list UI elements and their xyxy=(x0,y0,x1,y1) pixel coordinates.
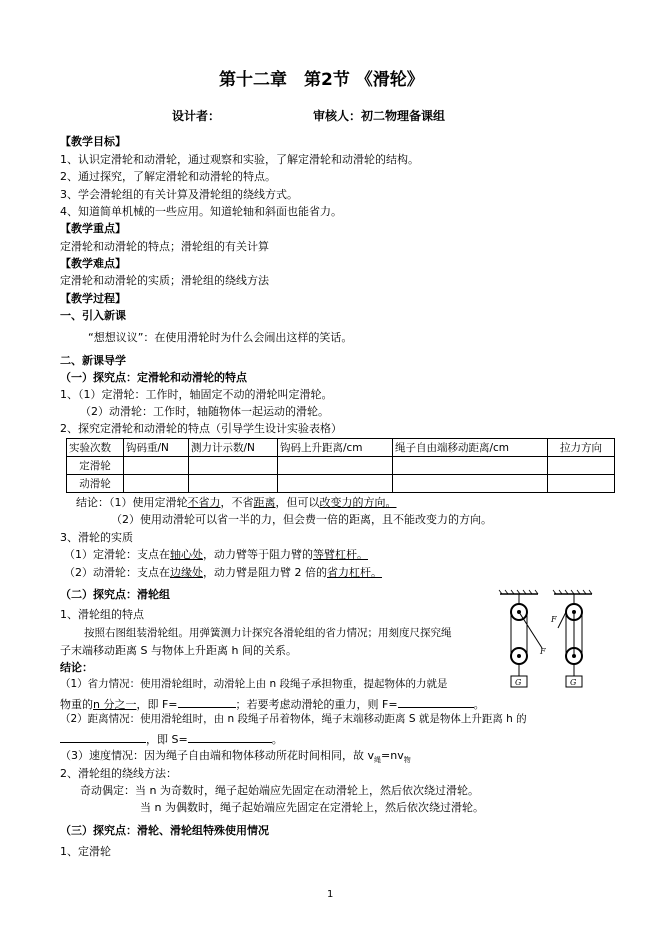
force-label-2: F xyxy=(551,615,557,624)
essence-line-1 xyxy=(64,548,368,561)
table-row xyxy=(67,475,615,493)
essence-text: ，动力臂等于阻力臂的 xyxy=(203,548,313,561)
result-text: ，即 S= xyxy=(146,733,188,746)
pulley-system-figure xyxy=(496,588,596,692)
process-heading: 【教学过程】 xyxy=(60,292,126,305)
answer-text: 不省力 xyxy=(187,496,221,509)
inquiry-2-conclusion-label: 结论： xyxy=(60,661,93,674)
section-1-text: “想想议议”：在使用滑轮时为什么会闹出这样的笑话。 xyxy=(88,331,353,344)
result-text: ，即 F= xyxy=(136,698,178,711)
goals-heading: 【教学目标】 xyxy=(60,135,126,148)
table-header-cell: 实验次数 xyxy=(67,439,124,457)
goal-item-2: 2、通过探究，了解定滑轮和动滑轮的特点。 xyxy=(60,170,276,183)
fill-blank[interactable] xyxy=(60,731,146,743)
table-cell: 定滑轮 xyxy=(67,457,124,475)
subscript: 物 xyxy=(403,756,411,765)
essence-heading: 3、滑轮的实质 xyxy=(60,531,133,544)
answer-text: n 分之一 xyxy=(93,698,137,711)
difficulties-text: 定滑轮和动滑轮的实质；滑轮组的绕线方法 xyxy=(60,274,269,287)
inquiry-3-heading: （三）探究点：滑轮、滑轮组特殊使用情况 xyxy=(60,824,269,837)
result-text: =nv xyxy=(381,749,404,762)
inquiry-2-paragraph-1: 按照右图组装滑轮组。用弹簧测力计探究各滑轮组的省力情况；用刻度尺探究绳 xyxy=(84,627,452,639)
fill-blank[interactable] xyxy=(178,696,236,708)
table-cell xyxy=(393,457,548,475)
result-line-2a: （2）距离情况：使用滑轮组时，由 n 段绳子吊着物体，绳子末端移动距离 S 就是物体上升距离 h 的 xyxy=(60,713,527,725)
essence-text: ，动力臂是阻力臂 2 倍的 xyxy=(203,566,327,579)
table-row xyxy=(67,457,615,475)
experiment-table xyxy=(66,438,615,493)
table-header-cell: 测力计示数/N xyxy=(189,439,278,457)
inquiry-1-line-1: 1、（1）定滑轮：工作时，轴固定不动的滑轮叫定滑轮。 xyxy=(60,388,333,401)
ceiling-left xyxy=(499,590,538,594)
answer-text: 边缘处 xyxy=(170,566,203,579)
essence-text: （1）定滑轮：支点在 xyxy=(64,548,170,561)
result-line-1a: （1）省力情况：使用滑轮组时，动滑轮上由 n 段绳子承担物重，提起物体的力就是 xyxy=(60,678,448,690)
weight-label-right: G xyxy=(570,678,577,687)
force-label-1: F xyxy=(540,647,546,656)
designer-label: 设计者： xyxy=(172,109,221,123)
weight-label-left: G xyxy=(515,678,522,687)
fill-blank[interactable] xyxy=(188,731,272,743)
essence-line-2 xyxy=(64,566,382,579)
conclusion-text: （1）使用定滑轮 xyxy=(109,496,188,509)
table-cell xyxy=(278,457,393,475)
page-title: 第十二章 第2节 《滑轮》 xyxy=(219,70,424,90)
table-header-row xyxy=(67,439,615,457)
table-cell xyxy=(189,457,278,475)
result-text: ；若要考虑动滑轮的重力，则 F= xyxy=(235,698,398,711)
section-2-heading: 二、新课导学 xyxy=(60,354,126,367)
ceiling-right xyxy=(553,590,592,594)
answer-text: 等臂杠杆。 xyxy=(313,548,368,561)
inquiry-1-line-3: 2、探究定滑轮和动滑轮的特点（引导学生设计实验表格） xyxy=(60,422,342,435)
inquiry-3-sub: 1、定滑轮 xyxy=(60,845,111,858)
conclusion-line-1 xyxy=(76,496,397,509)
difficulties-heading: 【教学难点】 xyxy=(60,257,126,270)
key-points-text: 定滑轮和动滑轮的特点；滑轮组的有关计算 xyxy=(60,240,269,253)
result-text: 。 xyxy=(271,733,283,746)
inquiry-2-paragraph-2: 子末端移动距离 S 与物体上升距离 h 间的关系。 xyxy=(60,644,297,657)
section-1-heading: 一、引入新课 xyxy=(60,309,126,322)
table-header-cell: 拉力方向 xyxy=(548,439,615,457)
winding-heading: 2、滑轮组的绕线方法： xyxy=(60,767,177,780)
result-text: 物重的 xyxy=(60,698,93,711)
inquiry-1-heading: （一）探究点：定滑轮和动滑轮的特点 xyxy=(60,371,247,384)
key-points-heading: 【教学重点】 xyxy=(60,222,126,235)
inquiry-1-line-2: （2）动滑轮：工作时，轴随物体一起运动的滑轮。 xyxy=(80,405,329,418)
inquiry-2-heading: （二）探究点：滑轮组 xyxy=(60,588,170,601)
goal-item-3: 3、学会滑轮组的有关计算及滑轮组的绕线方式。 xyxy=(60,188,298,201)
result-line-3 xyxy=(60,749,411,765)
answer-text: 省力杠杆。 xyxy=(327,566,382,579)
page-number: 1 xyxy=(327,889,334,900)
table-cell xyxy=(124,457,189,475)
table-header-cell: 钩码重/N xyxy=(124,439,189,457)
answer-text: 距离 xyxy=(253,496,276,509)
result-text: 。 xyxy=(473,698,485,711)
answer-text: 改变力的方向。 xyxy=(319,496,397,509)
table-cell xyxy=(124,475,189,493)
inquiry-2-sub-heading: 1、滑轮组的特点 xyxy=(60,608,144,621)
table-cell: 动滑轮 xyxy=(67,475,124,493)
table-cell xyxy=(189,475,278,493)
table-cell xyxy=(548,457,615,475)
winding-rule-odd: 奇动偶定：当 n 为奇数时，绳子起始端应先固定在动滑轮上，然后依次绕过滑轮。 xyxy=(80,784,479,797)
table-header-cell: 绳子自由端移动距离/cm xyxy=(393,439,548,457)
goal-item-1: 1、认识定滑轮和动滑轮，通过观察和实验，了解定滑轮和动滑轮的结构。 xyxy=(60,153,419,166)
conclusion-text: ，但可以 xyxy=(275,496,320,509)
table-header-cell: 钩码上升距离/cm xyxy=(278,439,393,457)
reviewer-label: 审核人：初二物理备课组 xyxy=(313,109,446,123)
result-text: （3）速度情况：因为绳子自由端和物体移动所花时间相同，故 v xyxy=(60,749,375,762)
subscript: 绳 xyxy=(374,756,382,765)
table-cell xyxy=(278,475,393,493)
conclusion-text: ，不省 xyxy=(220,496,254,509)
goal-item-4: 4、知道简单机械的一些应用。知道轮轴和斜面也能省力。 xyxy=(60,205,342,218)
table-cell xyxy=(548,475,615,493)
result-line-1b xyxy=(60,696,485,711)
fill-blank[interactable] xyxy=(398,696,474,708)
answer-text: 轴心处 xyxy=(170,548,203,561)
essence-text: （2）动滑轮：支点在 xyxy=(64,566,170,579)
winding-rule-even: 当 n 为偶数时，绳子起始端应先固定在定滑轮上，然后依次绕过滑轮。 xyxy=(140,801,484,814)
table-cell xyxy=(393,475,548,493)
result-line-2b xyxy=(60,731,283,746)
conclusion-label: 结论： xyxy=(76,496,109,509)
conclusion-line-2: （2）使用动滑轮可以省一半的力，但会费一倍的距离，且不能改变力的方向。 xyxy=(111,513,492,526)
